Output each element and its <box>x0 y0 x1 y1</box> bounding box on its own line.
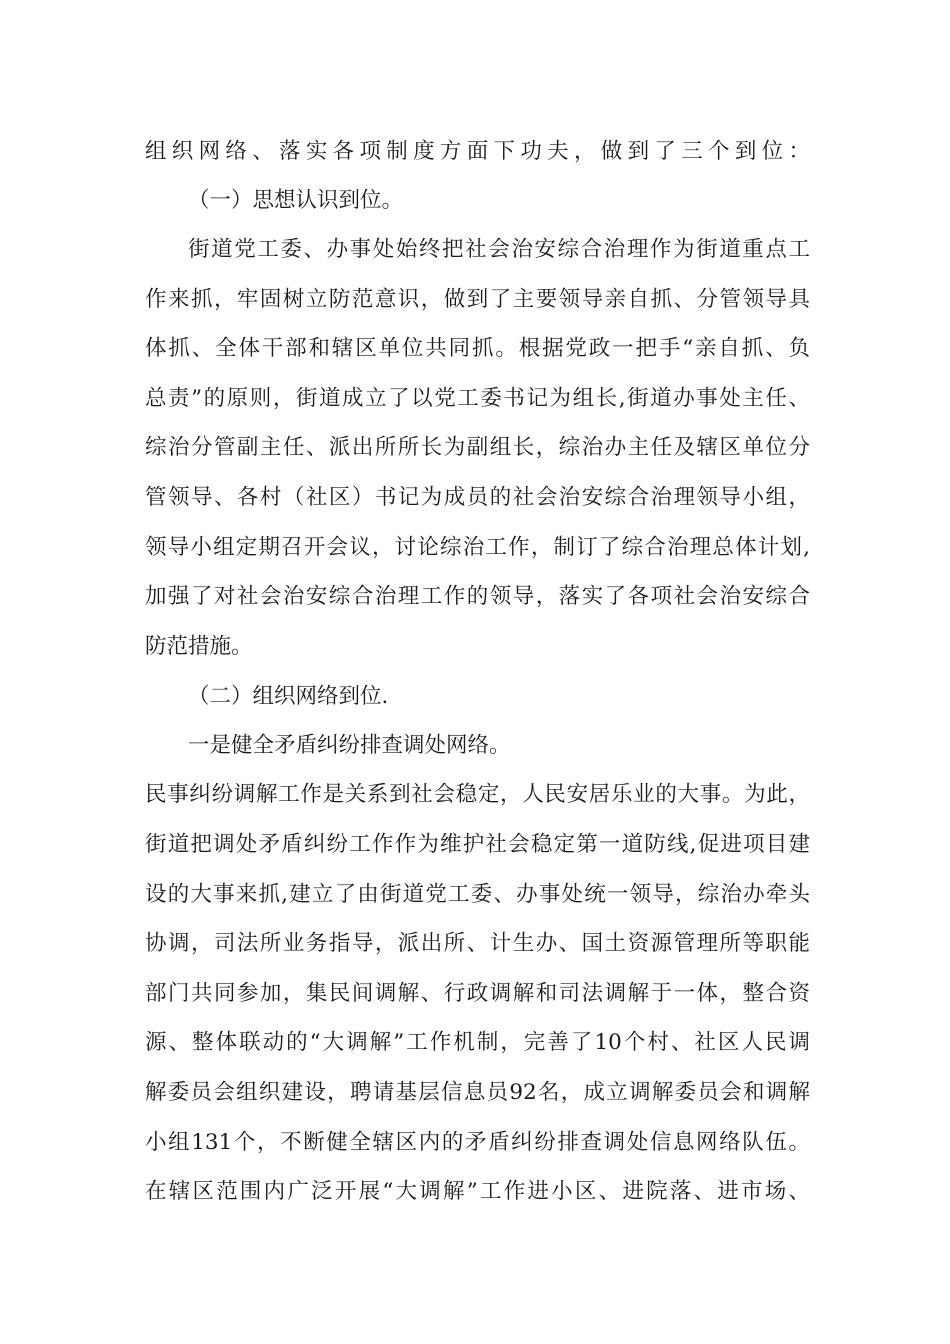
text-line: 综治分管副主任、派出所所长为副组长，综治办主任及辖区单位分 <box>145 435 810 460</box>
text-line: 街道把调处矛盾纠纷工作作为维护社会稳定第一道防线,促进项目建 <box>145 832 810 857</box>
text-line: 领导小组定期召开会议，讨论综治工作，制订了综合治理总体计划, <box>145 535 810 560</box>
text-line: 总责”的原则，街道成立了以党工委书记为组长,街道办事处主任、 <box>145 386 810 411</box>
text-line: 管领导、各村（社区）书记为成员的社会治安综合治理领导小组， <box>145 485 810 510</box>
text-line: 设的大事来抓,建立了由街道党工委、办事处统一领导，综治办牵头 <box>145 882 810 907</box>
text-line: 在辖区范围内广泛开展“大调解”工作进小区、进院落、进市场、 <box>145 1179 810 1204</box>
text-line: 体抓、全体干部和辖区单位共同抓。根据党政一把手“亲自抓、负 <box>145 336 810 361</box>
text-line: 协调，司法所业务指导，派出所、计生办、国土资源管理所等职能 <box>145 931 810 956</box>
text-line: 加强了对社会治安综合治理工作的领导，落实了各项社会治安综合 <box>145 584 810 609</box>
section-heading: （一）思想认识到位。 <box>188 188 404 213</box>
text-line: 防范措施。 <box>145 634 253 659</box>
text-line: 解委员会组织建设，聘请基层信息员92名，成立调解委员会和调解 <box>145 1080 810 1105</box>
section-heading: （二）组织网络到位. <box>188 684 389 709</box>
text-line: 作来抓，牢固树立防范意识，做到了主要领导亲自抓、分管领导具 <box>145 287 810 312</box>
text-line: 部门共同参加，集民间调解、行政调解和司法调解于一体，整合资 <box>145 981 810 1006</box>
text-line: 源、整体联动的“大调解”工作机制，完善了10个村、社区人民调 <box>145 1030 810 1055</box>
paragraph-first-line: 街道党工委、办事处始终把社会治安综合治理作为街道重点工 <box>188 237 810 262</box>
text-line: 组织网络、落实各项制度方面下功夫，做到了三个到位： <box>145 139 810 164</box>
text-line: 小组131个，不断健全辖区内的矛盾纠纷排查调处信息网络队伍。 <box>145 1130 810 1155</box>
subsection-heading: 一是健全矛盾纠纷排查调处网络。 <box>188 733 511 758</box>
text-line: 民事纠纷调解工作是关系到社会稳定，人民安居乐业的大事。为此， <box>145 782 810 807</box>
